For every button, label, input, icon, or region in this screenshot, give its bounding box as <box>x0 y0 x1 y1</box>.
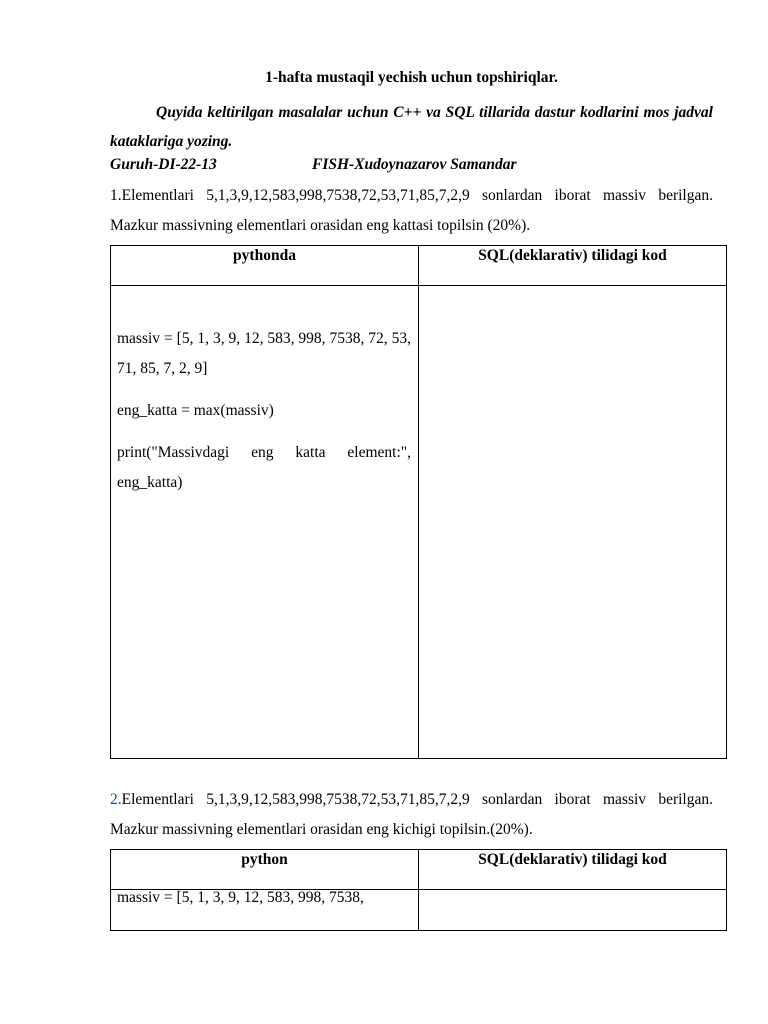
sql-code-cell[interactable] <box>419 286 727 759</box>
task-1-number: 1. <box>110 187 122 204</box>
code-line: print("Massivdagi eng katta element:", eng_katta) <box>117 444 411 491</box>
python-column-header: pythonda <box>111 246 419 286</box>
task-2-statement <box>110 785 713 845</box>
table-row <box>111 286 727 759</box>
task-1-statement <box>110 181 713 241</box>
sql-column-header: SQL(deklarativ) tilidagi kod <box>419 850 727 890</box>
group-student-line <box>110 156 517 174</box>
sql-code-cell[interactable] <box>419 890 727 931</box>
document-title: 1-hafta mustaqil yechish uchun topshiriqlar. <box>265 69 558 86</box>
table-row <box>111 890 727 931</box>
task-1-text: Elementlari 5,1,3,9,12,583,998,7538,72,53,71,85,7,2,9 sonlardan iborat massiv berilgan. Mazkur massivning elementlari orasidan eng kattasi topilsin (20%). <box>110 187 713 234</box>
task-1-table <box>110 245 727 759</box>
python-code-cell[interactable] <box>111 890 419 931</box>
python-column-header: python <box>111 850 419 890</box>
task-2-number: 2. <box>110 791 122 808</box>
task-2-table <box>110 849 727 931</box>
code-line: massiv = [5, 1, 3, 9, 12, 583, 998, 7538, 72, 53, 71, 85, 7, 2, 9] <box>117 330 411 377</box>
code-line: eng_katta = max(massiv) <box>117 402 274 419</box>
table-header-row <box>111 850 727 890</box>
task-2-text: Elementlari 5,1,3,9,12,583,998,7538,72,53,71,85,7,2,9 sonlardan iborat massiv berilgan. Mazkur massivning elementlari orasidan eng kichigi topilsin.(20%). <box>110 791 713 838</box>
student-name: FISH-Xudoynazarov Samandar <box>312 156 517 173</box>
code-line: massiv = [5, 1, 3, 9, 12, 583, 998, 7538, <box>117 889 364 906</box>
python-code-cell[interactable] <box>111 286 419 759</box>
sql-column-header: SQL(deklarativ) tilidagi kod <box>419 246 727 286</box>
instruction-text: Quyida keltirilgan masalalar uchun C++ va SQL tillarida dastur kodlarini mos jadval kataklariga yozing. <box>110 104 713 150</box>
group-label: Guruh-DI-22-13 <box>110 156 217 173</box>
table-header-row <box>111 246 727 286</box>
